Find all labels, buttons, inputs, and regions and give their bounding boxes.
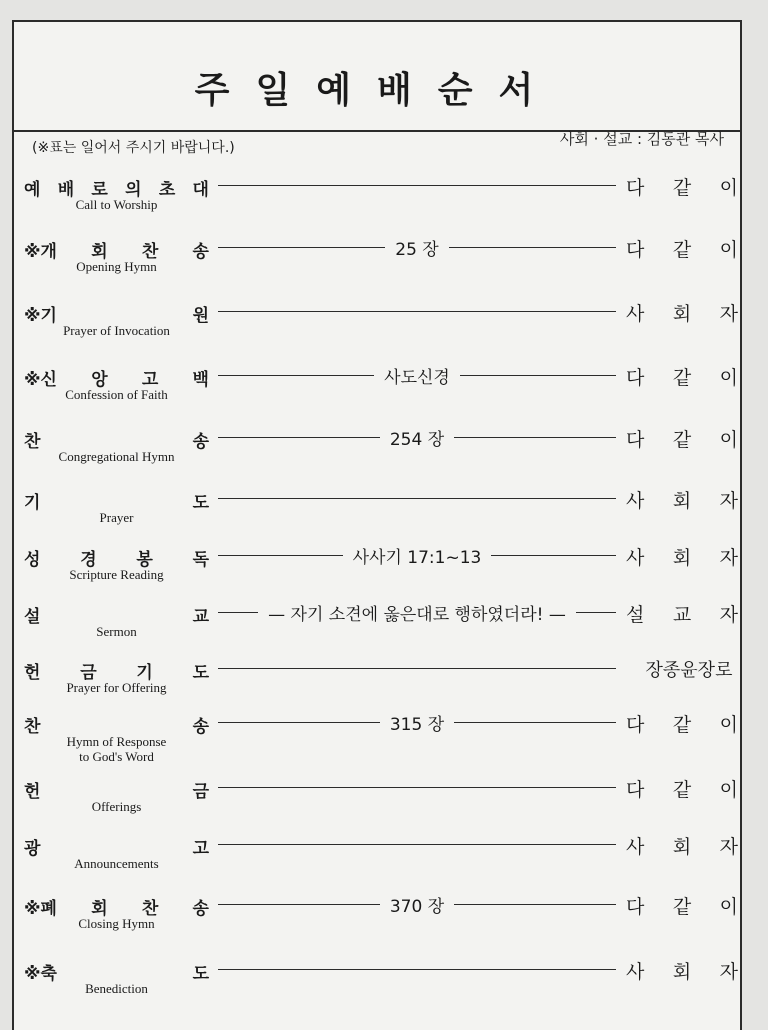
- item-english-name: Opening Hymn: [76, 259, 157, 274]
- list-item: [14, 237, 744, 297]
- item-leader-char: 사: [626, 836, 645, 858]
- item-leader-char: 같: [672, 429, 692, 451]
- item-korean-char: 송: [192, 717, 209, 737]
- item-detail: 254 장: [218, 425, 616, 450]
- item-korean-char: 회: [91, 242, 108, 262]
- item-korean-char: 성: [24, 550, 41, 570]
- item-korean-char: 고: [192, 839, 209, 859]
- item-leader-char: 자: [719, 303, 738, 325]
- item-leader: [626, 486, 738, 513]
- item-korean-char: 회: [91, 899, 108, 919]
- item-english-name: Scripture Reading: [69, 567, 164, 582]
- leader-line: [218, 498, 616, 499]
- item-leader: [626, 425, 738, 452]
- item-korean-char: 예: [24, 180, 41, 200]
- item-korean-char: 송: [192, 432, 209, 452]
- item-leader: [626, 299, 738, 326]
- item-leader-char: 이: [719, 367, 738, 389]
- item-english-name: Congregational Hymn: [58, 449, 175, 464]
- item-english-name: Offerings: [91, 799, 142, 814]
- item-leader-char: 설: [626, 604, 645, 626]
- item-leader-char: 이: [719, 239, 738, 261]
- list-item: [14, 301, 744, 361]
- item-leader-char: 자: [719, 961, 738, 983]
- item-korean-char: 봉: [136, 550, 153, 570]
- item-leader-char: 다: [626, 714, 645, 736]
- item-leader-char: 이: [719, 177, 738, 199]
- item-leader: [626, 775, 738, 802]
- item-detail: 370 장: [218, 892, 616, 917]
- item-leader-char: 같: [672, 239, 692, 261]
- item-leader-char: 같: [672, 367, 692, 389]
- list-item: [14, 712, 744, 772]
- item-leader-char: 사: [626, 303, 645, 325]
- item-leader-char: 같: [672, 779, 692, 801]
- item-english-name: Confession of Faith: [65, 387, 168, 402]
- page-title: 주일예배순서: [194, 70, 560, 111]
- item-english-name: Sermon: [96, 624, 137, 639]
- item-detail: 사도신경: [218, 363, 616, 388]
- list-item: [14, 658, 744, 718]
- item-korean-char: 헌: [24, 782, 41, 802]
- item-leader-char: 이: [719, 429, 738, 451]
- item-leader-char: 이: [719, 779, 738, 801]
- item-korean-char: 광: [24, 839, 41, 859]
- list-item: [14, 545, 744, 605]
- item-leader-char: 회: [672, 303, 692, 325]
- item-korean-char: 경: [80, 550, 97, 570]
- item-leader: [626, 363, 738, 390]
- item-leader-char: 이: [719, 714, 738, 736]
- item-korean-char: 도: [192, 663, 209, 683]
- item-leader: [626, 710, 738, 737]
- standing-note: (※표는 일어서 주시기 바랍니다.): [32, 140, 235, 156]
- item-korean-char: 배: [57, 180, 75, 200]
- item-leader-char: 회: [672, 547, 692, 569]
- item-korean-char: 설: [24, 607, 41, 627]
- item-leader-char: 회: [672, 836, 692, 858]
- list-item: [14, 365, 744, 425]
- item-leader: [626, 543, 738, 570]
- list-item: [14, 894, 744, 954]
- item-korean-char: 도: [192, 964, 209, 984]
- item-korean-char: 의: [125, 180, 142, 200]
- item-detail: 315 장: [218, 710, 616, 735]
- item-leader-char: 회: [672, 961, 692, 983]
- list-item: [14, 834, 744, 894]
- item-korean-char: 백: [192, 370, 209, 390]
- leader-line: [218, 185, 616, 186]
- item-leader-char: 자: [719, 836, 738, 858]
- leader-line: [218, 787, 616, 788]
- item-leader-char: 다: [626, 239, 645, 261]
- item-leader-char: 다: [626, 367, 645, 389]
- item-english-name: Prayer of Invocation: [63, 323, 170, 338]
- item-leader: [626, 600, 738, 627]
- item-english-name: Closing Hymn: [78, 916, 155, 931]
- leader-line: [218, 969, 616, 970]
- item-leader-char: 다: [626, 429, 645, 451]
- item-leader-char: 같: [672, 896, 692, 918]
- leader-line: [218, 844, 616, 845]
- item-korean-char: 도: [192, 493, 209, 513]
- item-leader-char: 자: [719, 547, 738, 569]
- item-english-name: Benediction: [85, 981, 148, 996]
- item-leader: [626, 957, 738, 984]
- item-korean-char: 독: [192, 550, 209, 570]
- item-korean-char: ※기: [24, 306, 57, 326]
- item-korean-char: 찬: [24, 432, 41, 452]
- leader-line: [218, 311, 616, 312]
- item-korean-char: ※개: [24, 242, 57, 262]
- item-korean-char: 초: [158, 180, 176, 200]
- item-korean-char: 기: [24, 493, 41, 513]
- list-item: [14, 602, 744, 662]
- item-leader-char: 회: [672, 490, 692, 512]
- item-leader-char: 다: [626, 177, 645, 199]
- item-leader-char: 같: [672, 177, 692, 199]
- item-korean-char: 대: [192, 180, 209, 200]
- list-item: [14, 959, 744, 1019]
- item-korean-char: 원: [192, 306, 209, 326]
- item-korean-char: 금: [80, 663, 97, 683]
- item-korean-char: 헌: [24, 663, 41, 683]
- item-leader-char: 같: [672, 714, 692, 736]
- item-leader-char: 자: [719, 490, 738, 512]
- item-korean-char: 찬: [141, 899, 159, 919]
- item-korean-char: 송: [192, 899, 209, 919]
- item-leader-char: 사: [626, 961, 645, 983]
- item-detail: 25 장: [218, 235, 616, 260]
- item-korean-char: 찬: [24, 717, 41, 737]
- item-leader-char: 교: [672, 604, 692, 626]
- item-korean-char: 금: [192, 782, 209, 802]
- item-leader-char: 이: [719, 896, 738, 918]
- item-leader-char: 다: [626, 779, 645, 801]
- worship-order-sheet: [12, 20, 742, 1030]
- item-leader: [626, 892, 738, 919]
- item-korean-char: 앙: [91, 370, 108, 390]
- item-korean-char: ※신: [24, 370, 57, 390]
- item-korean-char: 로: [91, 180, 108, 200]
- list-item: [14, 777, 744, 837]
- list-item: [14, 427, 744, 487]
- item-detail: — 자기 소견에 옳은대로 행하였더라! —: [218, 600, 616, 625]
- item-leader: [626, 832, 738, 859]
- item-leader-char: 장종윤장로: [645, 660, 733, 681]
- item-korean-char: 고: [141, 370, 159, 390]
- item-english-name: Prayer: [99, 510, 134, 525]
- item-korean-char: ※폐: [24, 899, 57, 919]
- item-leader-char: 사: [626, 547, 645, 569]
- item-english-name: Prayer for Offering: [66, 680, 167, 695]
- item-detail: 사사기 17:1~13: [218, 543, 616, 568]
- item-leader-char: 사: [626, 490, 645, 512]
- item-leader: [632, 656, 746, 682]
- item-leader-char: 다: [626, 896, 645, 918]
- list-item: [14, 488, 744, 548]
- item-leader-char: 자: [719, 604, 738, 626]
- list-item: [14, 175, 744, 235]
- item-korean-char: 찬: [141, 242, 159, 262]
- item-english-name: Announcements: [74, 856, 159, 871]
- item-korean-char: ※축: [24, 964, 57, 984]
- presider-label: 사회 · 설교 : 김동관 목사: [559, 130, 724, 148]
- leader-line: [218, 668, 616, 669]
- item-korean-char: 송: [192, 242, 209, 262]
- item-english-name: Call to Worship: [75, 197, 158, 212]
- item-leader: [626, 173, 738, 200]
- item-korean-char: 기: [136, 663, 153, 683]
- item-english-name: Hymn of Response to God's Word: [66, 734, 167, 764]
- item-korean-char: 교: [192, 607, 209, 627]
- item-leader: [626, 235, 738, 262]
